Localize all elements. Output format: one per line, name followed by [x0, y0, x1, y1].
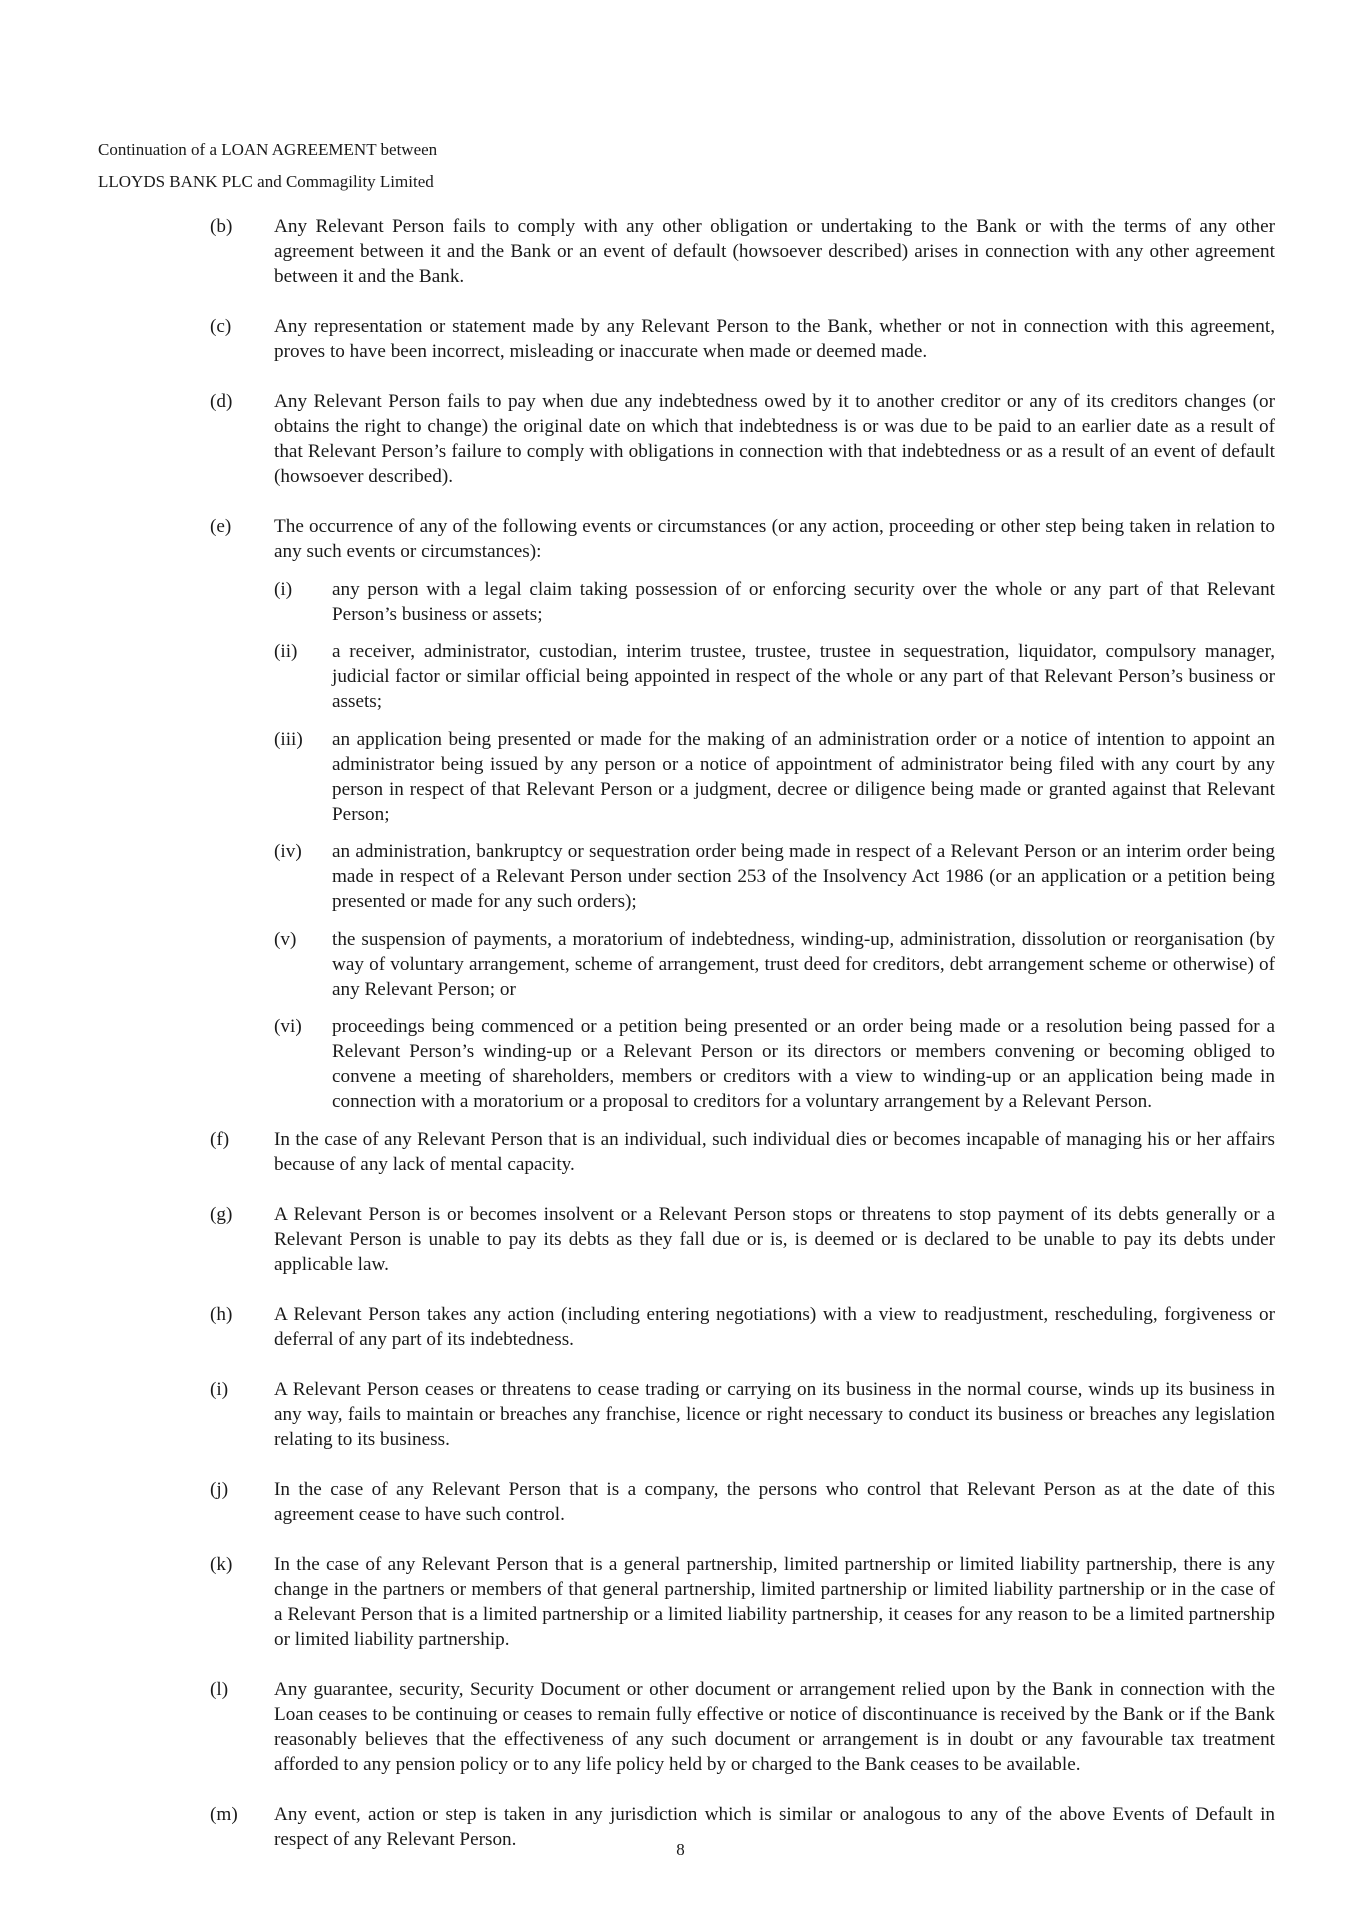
clause-f: [210, 1127, 1275, 1190]
page-number: 8: [676, 1840, 685, 1859]
clause-text: A Relevant Person is or becomes insolvent or a Relevant Person stops or threatens to stop payment of its debts generally or a Relevant Person is unable to pay its debts as they fall due or is, is deemed or is declared to be unable to pay its debts under applicable law.: [274, 1203, 1275, 1275]
subclause-iii: [274, 727, 1275, 827]
subclause-text: any person with a legal claim taking possession of or enforcing security over the whole or any part of that Relevant Person’s business or assets;: [332, 578, 1275, 625]
subclause-text: the suspension of payments, a moratorium of indebtedness, winding-up, administration, dissolution or reorganisation (by way of voluntary arrangement, scheme of arrangement, trust deed for creditors, debt arrangement scheme or otherwise) of any Relevant Person; or: [332, 928, 1275, 1000]
clause-k: [210, 1552, 1275, 1665]
clause-text: In the case of any Relevant Person that is an individual, such individual dies or becomes incapable of managing his or her affairs because of any lack of mental capacity.: [274, 1128, 1275, 1175]
clause-label: (f): [210, 1128, 230, 1150]
subclause-text: an application being presented or made for the making of an administration order or a notice of intention to appoint an administrator being issued by any person or a notice of appointment of administrator being filed with any court by any person in respect of that Relevant Person or a judgment, decree or diligence being made or granted against that Relevant Person;: [332, 728, 1275, 825]
clause-text: The occurrence of any of the following events or circumstances (or any action, proceeding or other step being taken in relation to any such events or circumstances):: [274, 516, 1275, 562]
clause-text: Any Relevant Person fails to pay when due any indebtedness owed by it to another creditor or any of its creditors changes (or obtains the right to change) the original date on which that indebtedness is or was due to be paid to an earlier date as a result of that Relevant Person’s failure to comply with obligations in connection with that indebtedness or as a result of an event of default (howsoever described).: [274, 391, 1275, 487]
subclause-label: (iii): [274, 728, 303, 750]
subclause-label: (iv): [274, 841, 302, 862]
clause-c: [210, 314, 1275, 377]
clause-label: (j): [210, 1478, 229, 1500]
subclause-vi: [274, 1014, 1275, 1114]
document-header: [98, 134, 437, 198]
clause-g: [210, 1202, 1275, 1290]
subclause-label: (ii): [274, 641, 298, 662]
clause-h: [210, 1302, 1275, 1365]
subclause-label: (i): [274, 578, 293, 600]
clause-text: Any representation or statement made by any Relevant Person to the Bank, whether or not in connection with this agreement, proves to have been incorrect, misleading or inaccurate when made or deemed made.: [274, 316, 1275, 362]
clause-text: Any Relevant Person fails to comply with any other obligation or undertaking to the Bank or with the terms of any other agreement between it and the Bank or an event of default (howsoever described) arises in connection with any other agreement between it and the Bank.: [274, 216, 1275, 287]
subclause-v: [274, 927, 1275, 1002]
subclause-label: (vi): [274, 1016, 302, 1037]
subclause-i: [274, 577, 1275, 627]
clause-text: In the case of any Relevant Person that is a company, the persons who control that Relevant Person as at the date of this agreement cease to have such control.: [274, 1478, 1275, 1525]
subclause-text: an administration, bankruptcy or sequestration order being made in respect of a Relevant Person or an interim order being made in respect of a Relevant Person under section 253 of the Insolvency Act 1986 (or an application or a petition being presented or made for any such orders);: [332, 841, 1275, 912]
subclause-text: a receiver, administrator, custodian, interim trustee, trustee, trustee in sequestration, liquidator, compulsory manager, judicial factor or similar official being appointed in respect of the whole or any part of that Relevant Person’s business or assets;: [332, 641, 1275, 712]
clause-j: [210, 1477, 1275, 1540]
clause-label: (i): [210, 1378, 229, 1400]
subclause-iv: [274, 839, 1275, 914]
clause-label: (m): [210, 1803, 238, 1825]
clause-text: Any guarantee, security, Security Document or other document or arrangement relied upon by the Bank in connection with the Loan ceases to be continuing or ceases to remain fully effective or notice of discontinuance is received by the Bank or if the Bank reasonably believes that the effectiveness of any such document or arrangement is in doubt or any favourable tax treatment afforded to any pension policy or to any life policy held by or charged to the Bank ceases to be available.: [274, 1678, 1275, 1775]
clause-label: (h): [210, 1303, 233, 1325]
clause-text: In the case of any Relevant Person that is a general partnership, limited partnership or limited liability partnership, there is any change in the partners or members of that general partnership, limited partnership or limited liability partnership or in the case of a Relevant Person that is a limited partnership or a limited liability partnership, it ceases for any reason to be a limited partnership or limited liability partnership.: [274, 1553, 1275, 1650]
subclause-ii: [274, 639, 1275, 714]
clause-d: [210, 389, 1275, 502]
clause-label: (e): [210, 516, 232, 537]
clause-label: (g): [210, 1203, 233, 1225]
clause-text: A Relevant Person takes any action (including entering negotiations) with a view to readjustment, rescheduling, forgiveness or deferral of any part of its indebtedness.: [274, 1303, 1275, 1350]
clause-label: (b): [210, 216, 233, 237]
clause-text: A Relevant Person ceases or threatens to cease trading or carrying on its business in the normal course, winds up its business in any way, fails to maintain or breaches any franchise, licence or right necessary to conduct its business or breaches any legislation relating to its business.: [274, 1378, 1275, 1450]
clause-label: (l): [210, 1678, 229, 1700]
clause-text: Any event, action or step is taken in any jurisdiction which is similar or analogous to any of the above Events of Default in respect of any Relevant Person.: [274, 1803, 1275, 1850]
clause-label: (d): [210, 391, 233, 412]
clause-b: [210, 214, 1275, 302]
header-line-1: Continuation of a LOAN AGREEMENT between: [98, 140, 438, 159]
clause-e: [210, 514, 1275, 1114]
subclause-label: (v): [274, 928, 297, 950]
subclause-text: proceedings being commenced or a petition being presented or an order being made or a resolution being passed for a Relevant Person’s winding-up or a Relevant Person or its directors or members convening or becoming obliged to convene a meeting of shareholders, members or creditors with a view to winding-up or an application being made in connection with a moratorium or a proposal to creditors for a voluntary arrangement by a Relevant Person.: [332, 1016, 1275, 1112]
clause-l: [210, 1677, 1275, 1790]
clause-list: [210, 214, 1275, 1877]
header-line-2: LLOYDS BANK PLC and Commagility Limited: [98, 172, 434, 191]
clause-i: [210, 1377, 1275, 1465]
clause-label: (c): [210, 316, 232, 337]
clause-label: (k): [210, 1553, 233, 1575]
